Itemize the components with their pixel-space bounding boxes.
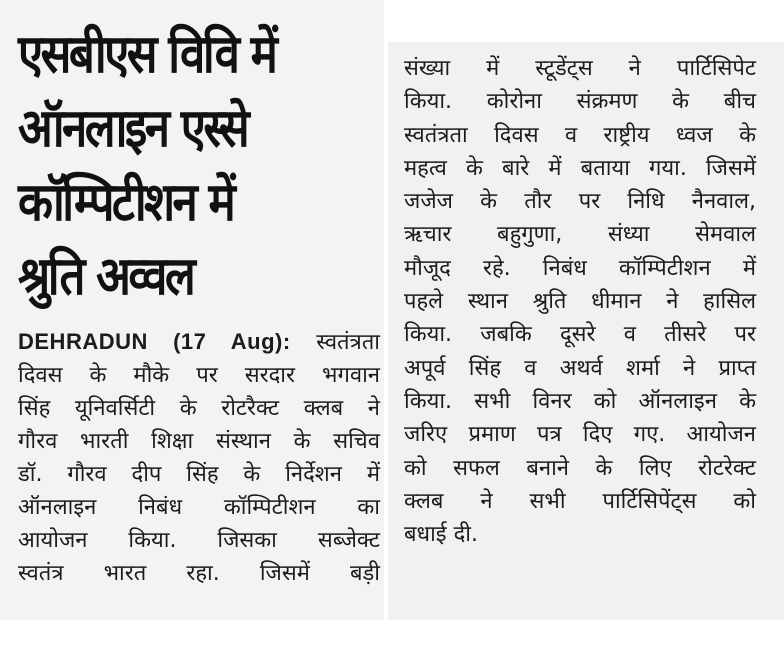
article-line: किया. सभी विनर को ऑनलाइन के bbox=[404, 388, 756, 414]
article-line: जरिए प्रमाण पत्र दिए गए. आयोजन bbox=[404, 422, 756, 448]
article-line: सिंह यूनिवर्सिटी के रोटरैक्ट क्लब ने bbox=[18, 396, 380, 421]
page-margin bbox=[0, 620, 784, 664]
article-line: ऑनलाइन निबंध कॉम्पिटीशन का bbox=[18, 495, 380, 520]
article-line: किया. कोरोना संक्रमण के बीच bbox=[404, 89, 756, 115]
article-line: को सफल बनाने के लिए रोटरेक्ट bbox=[404, 455, 756, 481]
article-line: पहले स्थान श्रुति धीमान ने हासिल bbox=[404, 289, 756, 315]
headline-line: ऑनलाइन एस्से bbox=[18, 98, 248, 159]
article-line: महत्व के बारे में बताया गया. जिसमें bbox=[404, 155, 756, 181]
dateline: DEHRADUN (17 Aug): bbox=[18, 329, 291, 354]
article-body-left bbox=[18, 325, 380, 590]
article-line: मौजूद रहे. निबंध कॉम्पिटीशन में bbox=[404, 255, 756, 281]
article-line: डॉ. गौरव दीप सिंह के निर्देशन में bbox=[18, 462, 380, 487]
article-line: जजेज के तौर पर निधि नैनवाल, bbox=[404, 189, 756, 215]
article-line: बधाई दी. bbox=[404, 522, 478, 548]
article-line: क्लब ने सभी पार्टिसिपेंट्स को bbox=[404, 488, 756, 514]
article-line: स्वतंत्रता दिवस व राष्ट्रीय ध्वज के bbox=[404, 122, 756, 148]
article-line: स्वतंत्र भारत रहा. जिसमें बड़ी bbox=[18, 561, 380, 586]
headline-line: श्रुति अव्वल bbox=[18, 246, 194, 307]
article-first-line bbox=[18, 325, 380, 359]
article-body-right bbox=[404, 52, 756, 551]
article-line: दिवस के मौके पर सरदार भगवान bbox=[18, 363, 380, 388]
article-line: गौरव भारती शिक्षा संस्थान के सचिव bbox=[18, 429, 380, 454]
headline-line: कॉम्पिटीशन में bbox=[18, 172, 234, 233]
article-line: संख्या में स्टूडेंट्स ने पार्टिसिपेट bbox=[404, 56, 756, 81]
article-line: ऋचार बहुगुणा, संध्या सेमवाल bbox=[404, 222, 756, 248]
article-line: आयोजन किया. जिसका सब्जेक्ट bbox=[18, 528, 380, 553]
article-text: स्वतंत्रता bbox=[290, 330, 380, 355]
article-line: किया. जबकि दूसरे व तीसरे पर bbox=[404, 322, 756, 348]
headline bbox=[18, 18, 328, 314]
article-line: अपूर्व सिंह व अथर्व शर्मा ने प्राप्त bbox=[404, 355, 756, 381]
headline-line: एसबीएस विवि में bbox=[18, 24, 276, 85]
